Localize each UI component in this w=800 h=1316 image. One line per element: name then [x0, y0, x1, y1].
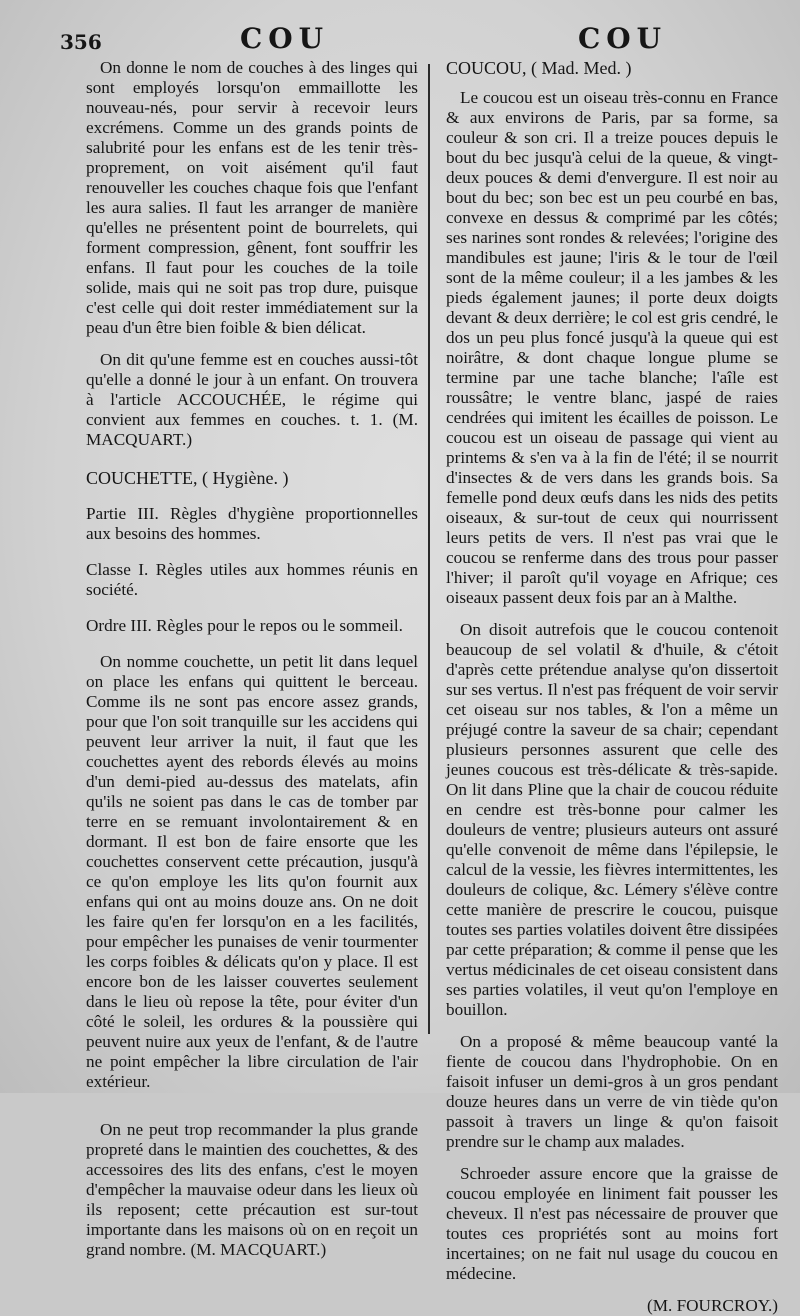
paragraph-coucou-vertus: On disoit autrefois que le coucou contenoit beaucoup de sel volatil & d'huile, & c'étoit d'après cette prétendue analyse qu'on dissertoit sur ses vertus. Il n'est pas fréquent de voir servir cet oiseau sur nos tables, & l'on a même un préjugé contre la saveur de sa chair; cependant plusieurs personnes assurent que celle des jeunes coucous est très-délicate & très-sapide. On lit dans Pline que la chair de coucou réduite en cendre est très-bonne pour calmer les douleurs de ventre; plusieurs auteurs ont assuré qu'elle convenoit de même dans l'épilepsie, le calcul de la vessie, les fièvres intermittentes, les douleurs de colique, &c. Lémery s'élève contre cette manière de prescrire le coucou, puisque toutes ses parties volatiles doivent être dissipées par cette préparation; & comme il pense que les vertus médicinales de cet oiseau consistent dans ses parties volatiles, il veut qu'on l'employe en bouillon. — [446, 620, 778, 1019]
column-divider — [428, 64, 430, 1034]
paragraph-proprete: On ne peut trop recommander la plus grande propreté dans le maintien des couchettes, & des accessoires des lits des enfans, c'est le moyen d'empêcher la mauvaise odeur dans les lieux où ils reposent; cette précaution est sur-tout importante dans les maisons où on en reçoit un grand nombre. (M. MACQUART.) — [86, 1120, 418, 1259]
article-heading-coucou: COUCOU, ( Mad. Med. ) — [446, 58, 632, 78]
classe-line: Classe I. Règles utiles aux hommes réunis en société. — [86, 560, 418, 599]
paragraph-femme-en-couches: On dit qu'une femme est en couches aussi-tôt qu'elle a donné le jour à un enfant. On trouvera à l'article ACCOUCHÉE, le régime qui convient aux femmes en couches. t. 1. (M. MACQUART.) — [86, 350, 418, 449]
running-head-left: COU — [240, 22, 330, 55]
signature-fourcroy: (M. FOURCROY.) — [646, 1296, 778, 1315]
article-heading-couchette: COUCHETTE, ( Hygiène. ) — [86, 468, 289, 488]
paragraph-schroeder: Schroeder assure encore que la graisse de coucou employée en liniment fait pousser les cheveux. Il n'est pas nécessaire de prouver que toutes ces propriétés sont au moins fort incertaines; on ne fait nul usage du coucou en médecine. — [446, 1164, 778, 1283]
paragraph-coucou-description: Le coucou est un oiseau très-connu en France & aux environs de Paris, par sa forme, sa couleur & son cri. Il a treize pouces depuis le bout du bec jusqu'à celui de la queue, & vingt-deux pouces & demi d'envergure. Il est noir au bout du bec; son bec est un peu courbé en bas, convexe en dessus & comprimé par les côtés; ses narines sont rondes & relevées; l'origine des mandibules est jaune; l'iris & le tour de l'œil sont de la même couleur; il a les jambes & les pieds également jaunes; il porte deux doigts devant & deux derrière; le col est gris cendré, le dos un peu plus foncé jusqu'à la queue qui est noirâtre, & dont chaque longue plume se termine par une tache blanche; l'aîle est roussâtre; le ventre blanc, jaspé de raies cendrées qui imitent les écailles de poisson. Le coucou est un oiseau de passage qui vient au printems & s'en va à la fin de l'été; il se nourrit d'insectes & de vers dans les grands bois. Sa femelle pond deux œufs dans les nids des petits oiseaux, & sur-tout de ceux qui nourrissent leurs petits de vers. Il n'est pas vrai que le coucou se renferme dans des trous pour passer l'hiver; il paroît qu'il voyage en Afrique; ces oiseaux passent deux fois par an à Malthe. — [446, 88, 778, 607]
running-head-right: COU — [578, 22, 668, 55]
left-column — [86, 58, 418, 1272]
right-column — [446, 58, 778, 1316]
paragraph-couches: On donne le nom de couches à des linges qui sont employés lorsqu'on emmaillotte les nouveau-nés, pour servir à recevoir leurs excrémens. Comme un des grands points de salubrité pour les enfans est de les tenir très-proprement, on voit aisément qu'il faut renouveller les couches chaque fois que l'enfant les aura salies. Il faut les arranger de manière qu'elles ne présentent point de bourrelets, qui forment compression, gênent, font souffrir les enfans. Il faut pour les couches de la toile solide, mais qui ne soit pas trop dure, puisque c'est celle qui doit rester immédiatement sur la peau d'un être bien foible & bien délicat. — [86, 58, 418, 337]
ordre-line: Ordre III. Règles pour le repos ou le sommeil. — [86, 616, 403, 635]
paragraph-fiente: On a proposé & même beaucoup vanté la fiente de coucou dans l'hydrophobie. On en faisoit infuser un demi-gros à un gros pendant douze heures dans un verre de vin tiède qu'on passoit à travers un linge & qu'on faisoit prendre sur le champ aux malades. — [446, 1032, 778, 1151]
page-number: 356 — [60, 30, 102, 54]
paragraph-couchette: On nomme couchette, un petit lit dans lequel on place les enfans qui quittent le berceau. Comme ils ne sont pas encore assez grands, pour que l'on soit tranquille sur les accidens qui peuvent leur arriver la nuit, il faut que les couchettes ayent des rebords élevés au moins d'un demi-pied au-dessus des matelats, afin qu'ils ne soient pas dans le cas de tomber par terre en se remuant involontairement & en dormant. Il est bon de faire ensorte que les couchettes conservent cette précaution, jusqu'à ce qu'on employe les lits qu'on fournit aux enfans qui ont au moins douze ans. On ne doit les faire qu'en fer lorsqu'on en a les facilités, pour empêcher les punaises de venir tourmenter les corps foibles & délicats qu'on y place. Il est encore bon de les laisser couvertes seulement dans le lieu où repose la tête, pour éviter d'un côté le soleil, les ordures & la poussière qui peuvent nuire aux yeux de l'enfant, & de l'autre ne point empêcher la libre circulation de l'air extérieur. — [86, 652, 418, 1091]
part-line: Partie III. Règles d'hygiène proportionnelles aux besoins des hommes. — [86, 504, 418, 543]
